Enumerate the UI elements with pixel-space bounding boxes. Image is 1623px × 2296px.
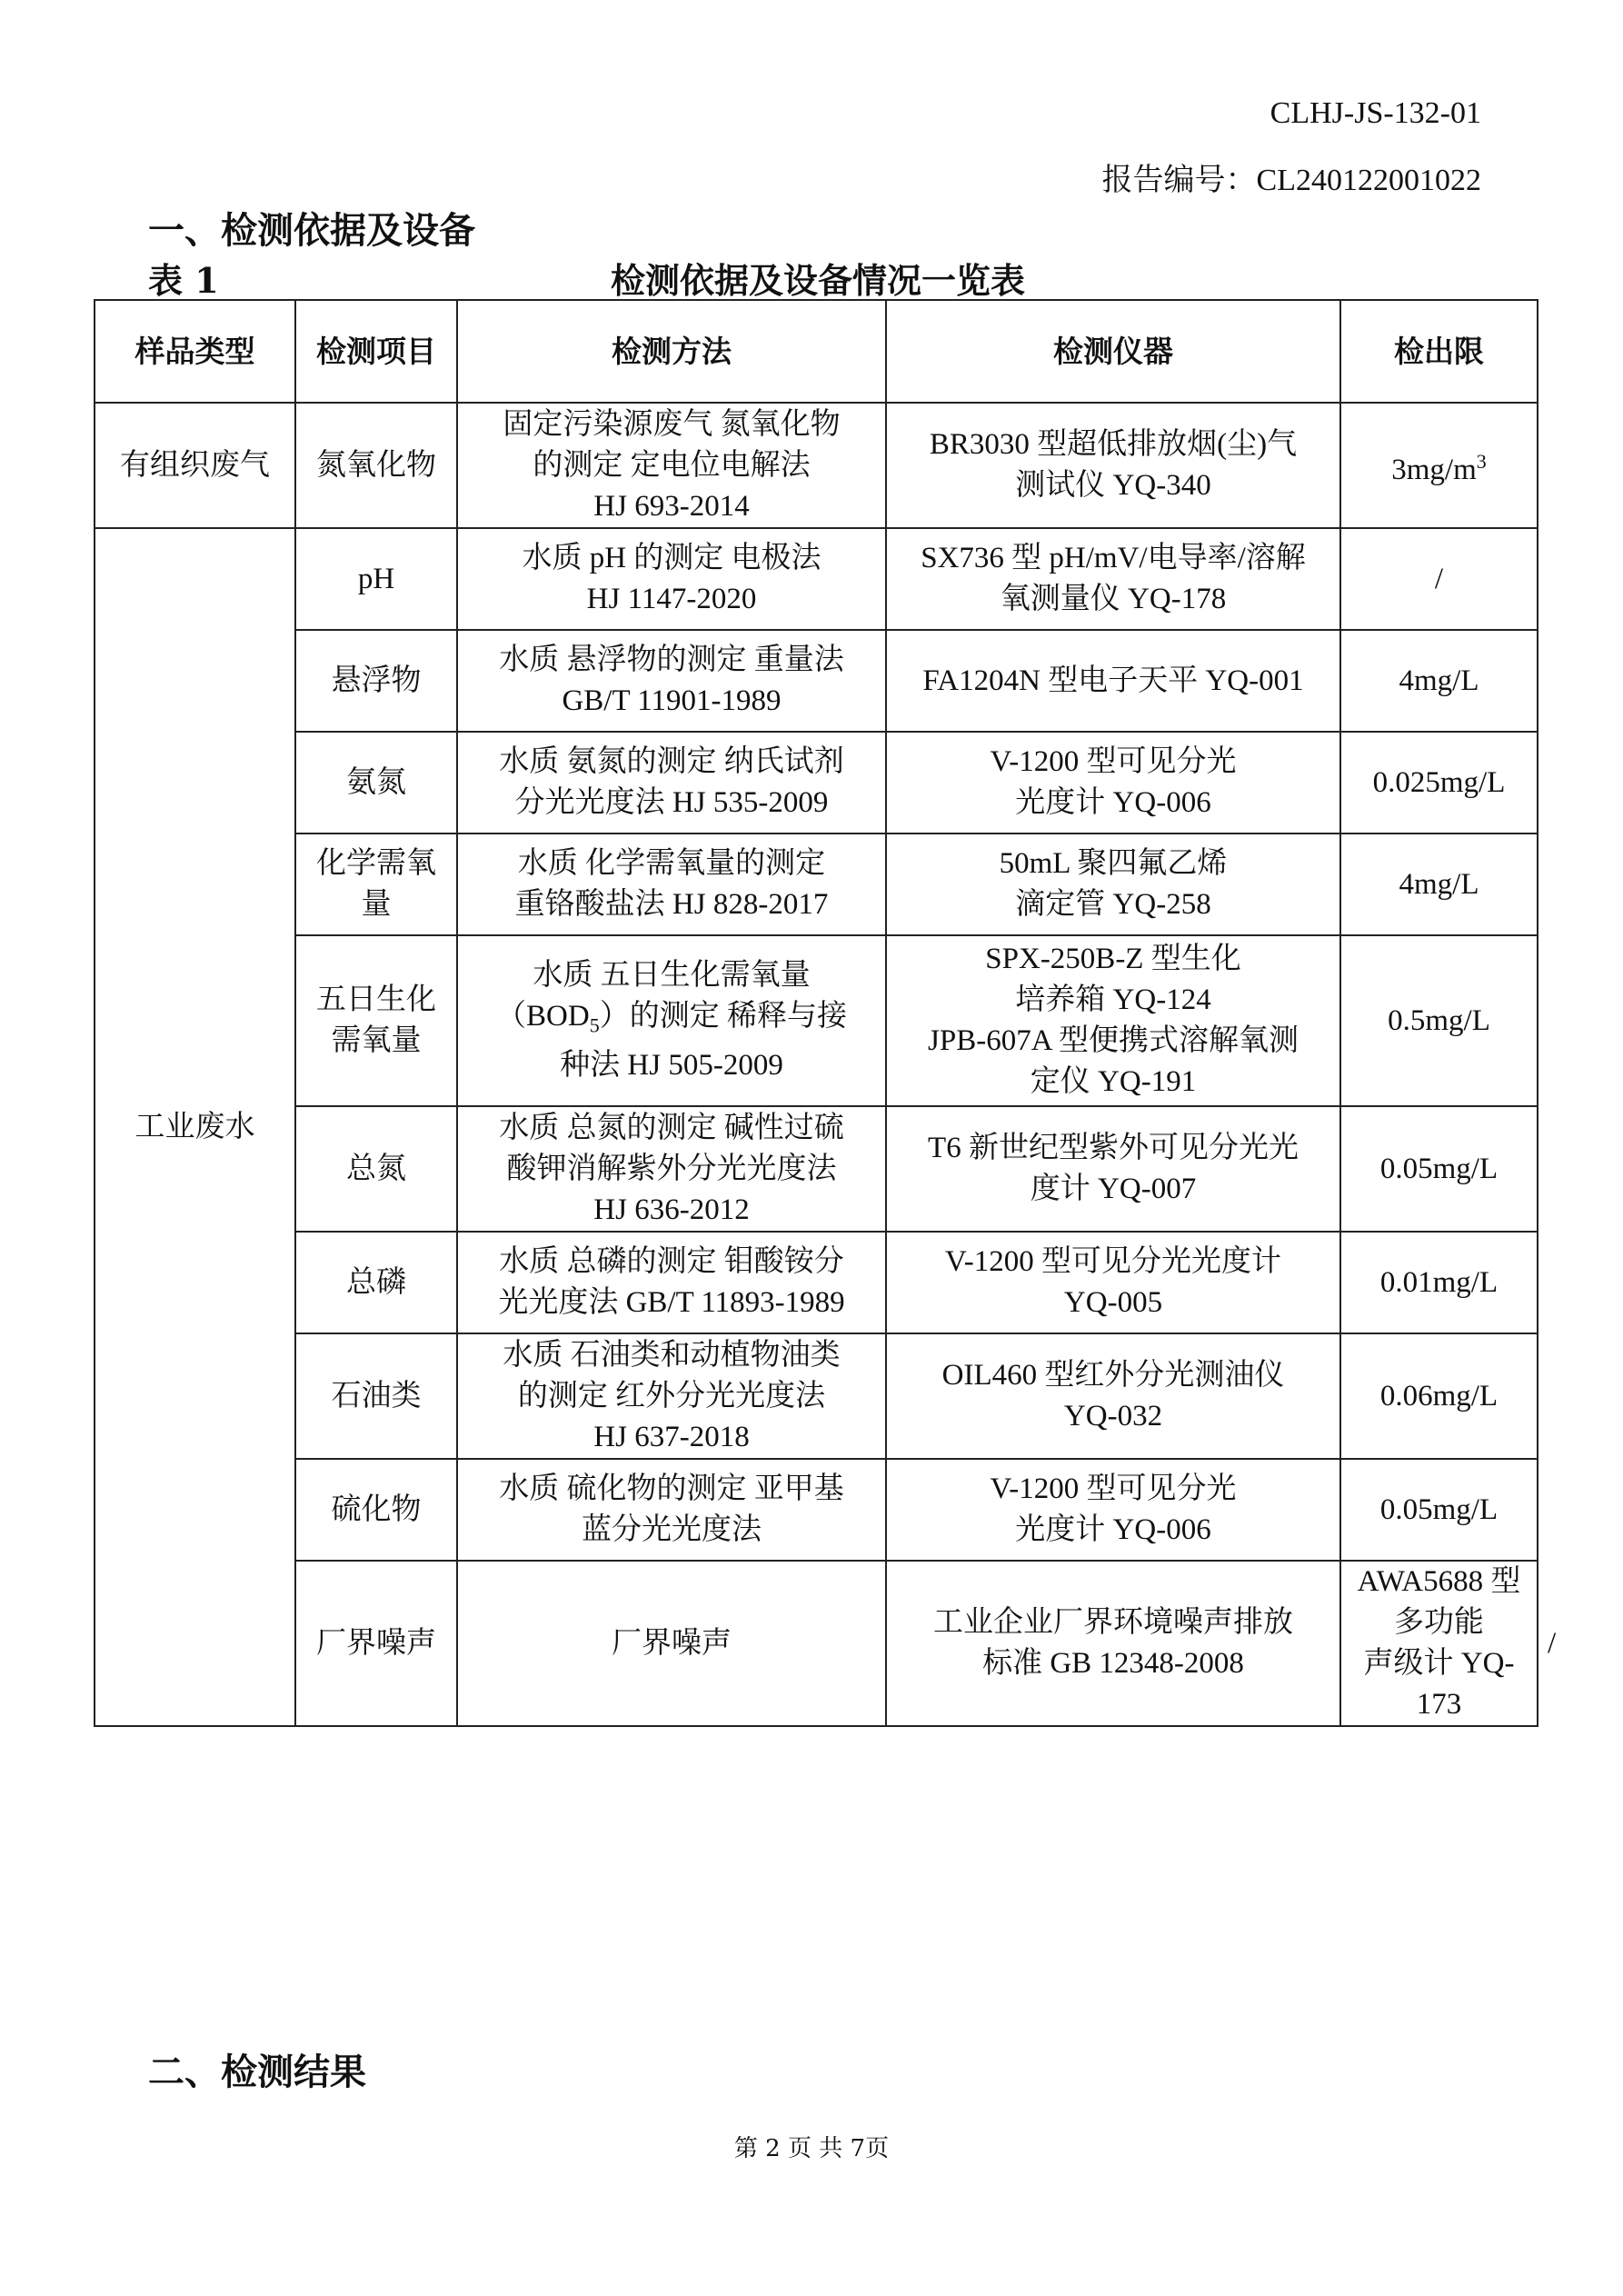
item-text: pH [357,562,395,595]
table-row [95,1106,1538,1232]
limit-cell: 0.01mg/L [1340,1232,1538,1333]
limit-cell: / [1340,528,1538,630]
instrument-text: FA1204N 型电子天平 YQ-001 [922,664,1304,697]
item-cell [295,834,457,935]
instrument-text: 声级计 YQ-173 [1363,1647,1515,1721]
method-cell [457,1106,886,1232]
method-text: HJ 637-2018 [593,1420,750,1453]
item-cell [295,732,457,834]
table-row [95,528,1538,630]
instrument-cell [886,1232,1340,1333]
method-text: 水质 石油类和动植物油类 [503,1338,841,1372]
method-text: GB/T 11901-1989 [562,684,782,717]
header-instrument: 检测仪器 [886,300,1340,403]
method-text: 水质 五日生化需氧量 [533,958,811,992]
item-cell [295,1106,457,1232]
instrument-text: JPB-607A 型便携式溶解氧测 [928,1024,1299,1057]
table-row [95,403,1538,528]
document-code: CLHJ-JS-132-01 [1270,96,1481,130]
detection-basis-table [94,299,1557,1727]
limit-cell [1340,403,1538,528]
header-item: 检测项目 [295,300,457,403]
item-text: 氨氮 [346,765,406,799]
item-text: 化学需氧 [316,847,436,880]
instrument-cell [886,403,1340,528]
instrument-cell [886,1106,1340,1232]
limit-cell: 0.025mg/L [1340,732,1538,834]
method-text: 种法 HJ 505-2009 [560,1049,783,1083]
instrument-cell [1340,1561,1538,1726]
method-text: 蓝分光光度法 [582,1513,762,1546]
item-cell [295,1232,457,1333]
method-text: 水质 化学需氧量的测定 [517,847,826,880]
instrument-text: YQ-032 [1063,1400,1163,1433]
item-cell [295,403,457,528]
header-method: 检测方法 [457,300,886,403]
method-text: HJ 1147-2020 [586,583,757,615]
method-cell [457,630,886,732]
item-text: 总氮 [346,1152,406,1185]
instrument-text: OIL460 型红外分光测油仪 [941,1359,1285,1392]
method-text: 分光光度法 HJ 535-2009 [514,786,829,819]
method-text: 水质 总磷的测定 钼酸铵分 [499,1245,844,1278]
method-text: 水质 硫化物的测定 亚甲基 [499,1472,844,1505]
item-text: 硫化物 [331,1492,422,1526]
bod-subscript: 5 [589,1013,600,1037]
instrument-text: 光度计 YQ-006 [1015,786,1211,819]
method-text: 水质 pH 的测定 电极法 [522,542,821,574]
table-row [95,935,1538,1106]
item-cell [295,1333,457,1459]
method-text: 水质 悬浮物的测定 重量法 [499,644,844,676]
instrument-text: 滴定管 YQ-258 [1015,888,1211,921]
sample-type-cell: 厂界噪声 [295,1561,457,1726]
method-text: 酸钾消解紫外分光光度法 [506,1152,837,1185]
table-row [95,1232,1538,1333]
method-cell [457,834,886,935]
instrument-text: SX736 型 pH/mV/电导率/溶解 [921,542,1306,574]
instrument-text: 氧测量仪 YQ-178 [1000,583,1227,615]
method-cell [457,528,886,630]
instrument-text: YQ-005 [1063,1286,1163,1319]
header-sample-type: 样品类型 [95,300,295,403]
instrument-cell [886,1333,1340,1459]
method-text: $(BOD_5)$的测定 稀释与接 [496,999,847,1037]
method-cell [457,1333,886,1459]
item-cell [295,935,457,1106]
instrument-text: SPX-250B-Z 型生化 [985,943,1241,975]
section-2-title: 二、检测结果 [148,2051,366,2093]
instrument-text: AWA5688 型多功能 [1357,1565,1521,1639]
table-row [95,732,1538,834]
method-text: 固定污染源废气 氮氧化物 [503,407,841,441]
method-text: HJ 636-2012 [593,1193,750,1226]
method-text: 水质 氨氮的测定 纳氏试剂 [499,745,844,778]
instrument-text: 光度计 YQ-006 [1015,1513,1211,1546]
table-row [95,834,1538,935]
item-text: 五日生化 [316,983,436,1016]
instrument-text: V-1200 型可见分光光度计 [944,1245,1282,1278]
instrument-text: 度计 YQ-007 [1030,1173,1197,1205]
item-cell [457,1561,886,1726]
method-cell [886,1561,1340,1726]
method-text: 标准 GB 12348-2008 [982,1647,1244,1680]
instrument-cell [886,1459,1340,1561]
instrument-cell [886,732,1340,834]
limit-cell: 0.06mg/L [1340,1333,1538,1459]
instrument-text: V-1200 型可见分光 [990,1472,1237,1505]
limit-superscript: 3 [1476,449,1487,473]
page-footer: 第 2 页 共 7页 [733,2135,890,2162]
instrument-cell [886,630,1340,732]
limit-cell: 0.05mg/L [1340,1106,1538,1232]
method-text: 工业企业厂界环境噪声排放 [933,1606,1293,1639]
method-text: 的测定 红外分光光度法 [517,1379,826,1413]
instrument-text: 培养箱 YQ-124 [1015,983,1211,1016]
header-limit: 检出限 [1340,300,1538,403]
sample-type-cell: 有组织废气 [95,403,295,528]
table-caption: 检测依据及设备情况一览表 [611,261,1026,301]
method-cell [457,1232,886,1333]
table-row: 厂界噪声 厂界噪声 工业企业厂界环境噪声排放 标准 GB 12348-2008 AWA5688 型多功能 声级计 YQ-173 / [95,1561,1538,1726]
method-cell [457,732,886,834]
instrument-cell [886,528,1340,630]
item-text: 悬浮物 [331,664,422,697]
method-cell [457,1459,886,1561]
method-text: 的测定 定电位电解法 [533,448,811,482]
instrument-cell [886,834,1340,935]
table-label: 表 1 [148,260,219,301]
limit-cell: 0.5mg/L [1340,935,1538,1106]
instrument-text: BR3030 型超低排放烟(尘)气 [929,428,1298,461]
limit-cell: 0.05mg/L [1340,1459,1538,1561]
limit-cell: 4mg/L [1340,834,1538,935]
item-text: 需氧量 [331,1024,422,1057]
method-text: 光光度法 GB/T 11893-1989 [498,1286,845,1319]
section-1-title: 一、检测依据及设备 [148,210,475,252]
item-cell [295,630,457,732]
table-row [95,630,1538,732]
method-text: HJ 693-2014 [593,489,750,523]
sample-type-cell: 工业废水 [95,528,295,1726]
item-text: 厂界噪声 [612,1626,732,1660]
report-number: 报告编号：CL240122001022 [1101,164,1481,197]
instrument-text: 测试仪 YQ-340 [1015,469,1211,502]
instrument-text: 50mL 聚四氟乙烯 [999,847,1228,880]
item-text: 量 [361,888,392,921]
table-row [95,1333,1538,1459]
table-row [95,1459,1538,1561]
method-text: 重铬酸盐法 HJ 828-2017 [514,888,829,921]
method-cell [457,403,886,528]
method-cell [457,935,886,1106]
item-cell [295,1459,457,1561]
instrument-text: T6 新世纪型紫外可见分光光 [928,1132,1299,1164]
limit-text: 3mg/m [1391,453,1477,486]
instrument-text: V-1200 型可见分光 [990,745,1237,778]
item-text: 总磷 [346,1265,406,1299]
instrument-text: 定仪 YQ-191 [1030,1065,1197,1098]
item-text: 石油类 [331,1379,422,1413]
table-header-row [95,300,1538,403]
item-text: 氮氧化物 [316,448,436,482]
method-text: 水质 总氮的测定 碱性过硫 [499,1111,844,1144]
limit-cell: 4mg/L [1340,630,1538,732]
instrument-cell [886,935,1340,1106]
item-cell [295,528,457,630]
